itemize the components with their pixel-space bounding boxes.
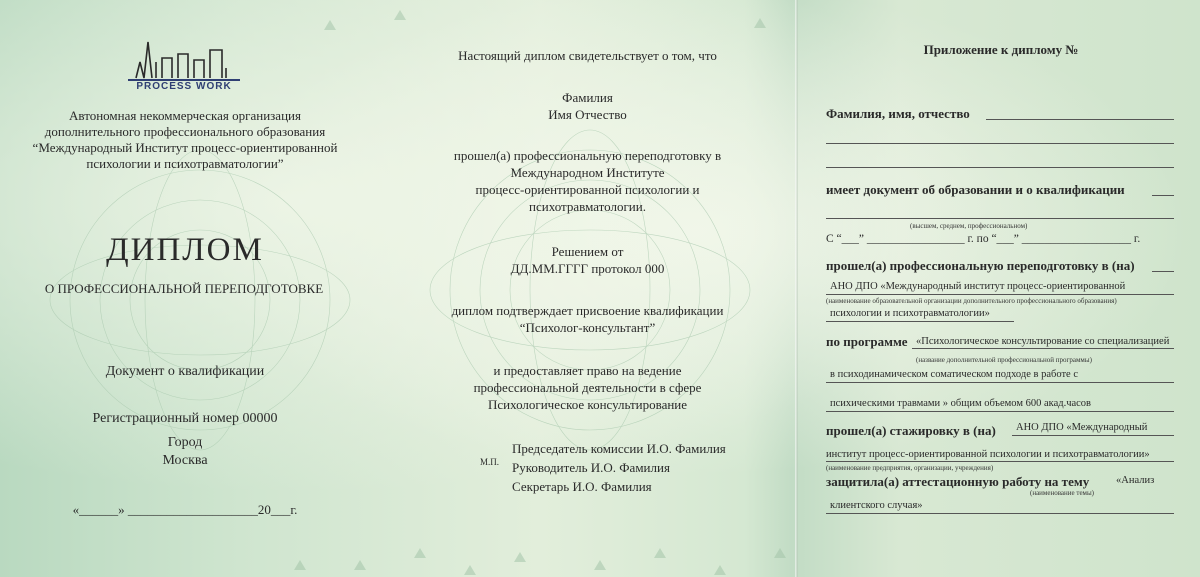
- city-label: Город: [167, 435, 203, 450]
- org-line: “Международный Институт процесс-ориентированной: [32, 140, 338, 155]
- qualification-value: “Психолог-консультант”: [519, 320, 656, 335]
- issue-date-line: «______» ____________________20___г.: [72, 502, 298, 517]
- field-line: [826, 143, 1174, 144]
- internship-label: прошел(а) стажировку в (на): [826, 423, 996, 438]
- retraining-text: [420, 147, 755, 215]
- text-line: Психологическое консультирование: [487, 397, 688, 412]
- text-line: психотравматологии.: [529, 199, 646, 214]
- org-line: дополнительного профессионального образования: [44, 124, 326, 139]
- text-line: прошел(а) профессиональную переподготовку в: [453, 148, 722, 163]
- logo-text: PROCESS WORK: [136, 81, 232, 92]
- thesis-hint: (наименование темы): [1030, 489, 1095, 497]
- field-line: [986, 119, 1174, 120]
- program-label: по программе: [826, 334, 908, 349]
- signature-line: Председатель комиссии И.О. Фамилия: [512, 441, 726, 456]
- qualification-block: [420, 302, 755, 336]
- appendix-title: Приложение к диплому №: [923, 42, 1079, 57]
- internship-value: АНО ДПО «Международный: [1016, 422, 1148, 433]
- text-line: Международном Институте: [510, 165, 665, 180]
- field-line: [826, 461, 1174, 462]
- org-line: Автономная некоммерческая организация: [69, 108, 301, 123]
- field-line: [826, 321, 1014, 322]
- retraining-hint: (наименование образовательной организации дополнительного профессионального образования): [826, 297, 1117, 305]
- thesis-value: клиентского случая»: [830, 500, 923, 511]
- thesis-label: защитила(а) аттестационную работу на тему: [826, 474, 1090, 489]
- given-name: Имя Отчество: [548, 107, 627, 122]
- signature-line: Секретарь И.О. Фамилия: [512, 479, 652, 494]
- education-label: имеет документ об образовании и о квалификации: [826, 182, 1125, 197]
- graduate-name: [420, 89, 755, 123]
- text-line: и предоставляет право на ведение: [493, 363, 682, 378]
- program-value: «Психологическое консультирование со специализацией: [916, 336, 1170, 347]
- program-hint: (название дополнительной профессиональной программы): [916, 356, 1092, 364]
- diploma-title: ДИПЛОМ: [106, 232, 264, 268]
- decision-label: Решением от: [551, 244, 624, 259]
- surname: Фамилия: [562, 90, 613, 105]
- field-line: [826, 218, 1174, 219]
- confirms-text: диплом подтверждает присвоение квалификации: [451, 303, 724, 318]
- page-fold: [795, 0, 798, 577]
- internship-hint: (наименование предприятия, организации, учреждения): [826, 464, 994, 472]
- retraining-value: АНО ДПО «Международный институт процесс-ориентированной: [830, 281, 1126, 292]
- intro-text: Настоящий диплом свидетельствует о том, что: [458, 48, 717, 63]
- organization-name: [20, 108, 350, 172]
- signature-line: Руководитель И.О. Фамилия: [512, 460, 670, 475]
- period-line: С “___” _________________ г. по “___” ___________________ г.: [826, 233, 1141, 245]
- fio-label: Фамилия, имя, отчество: [826, 106, 970, 121]
- education-hint: (высшем, среднем, профессиональном): [910, 222, 1028, 230]
- decision-block: [420, 243, 755, 277]
- thesis-value: «Анализ: [1116, 475, 1155, 486]
- registration-number: Регистрационный номер 00000: [92, 411, 278, 426]
- diploma-subtitle: О ПРОФЕССИОНАЛЬНОЙ ПЕРЕПОДГОТОВКЕ: [44, 281, 324, 296]
- city-block: [110, 434, 260, 470]
- field-line: [1152, 271, 1174, 272]
- text-line: профессиональной деятельности в сфере: [473, 380, 702, 395]
- internship-value: институт процесс-ориентированной психологии и психотравматологии»: [826, 449, 1150, 460]
- retraining-value: психологии и психотравматологии»: [830, 308, 990, 319]
- program-value: психическими травмами » общим объемом 600 акад.часов: [830, 398, 1092, 409]
- program-value: в психодинамическом соматическом подходе в работе с: [830, 369, 1078, 380]
- org-line: психологии и психотравматологии”: [86, 156, 284, 171]
- field-line: [826, 167, 1174, 168]
- field-line: [826, 382, 1174, 383]
- document-label: Документ о квалификации: [105, 364, 265, 379]
- decision-value: ДД.ММ.ГГГГ протокол 000: [510, 261, 665, 276]
- field-line: [1012, 435, 1174, 436]
- field-line: [1152, 195, 1174, 196]
- field-line: [826, 294, 1174, 295]
- signatures: [512, 439, 772, 496]
- field-line: [912, 348, 1174, 349]
- retraining-label: прошел(а) профессиональную переподготовку в (на): [826, 258, 1135, 273]
- field-line: [826, 411, 1174, 412]
- field-line: [826, 513, 1174, 514]
- city-value: Москва: [162, 453, 208, 468]
- seal-placeholder: М.П.: [480, 457, 500, 467]
- rights-text: [420, 362, 755, 413]
- text-line: процесс-ориентированной психологии и: [475, 182, 700, 197]
